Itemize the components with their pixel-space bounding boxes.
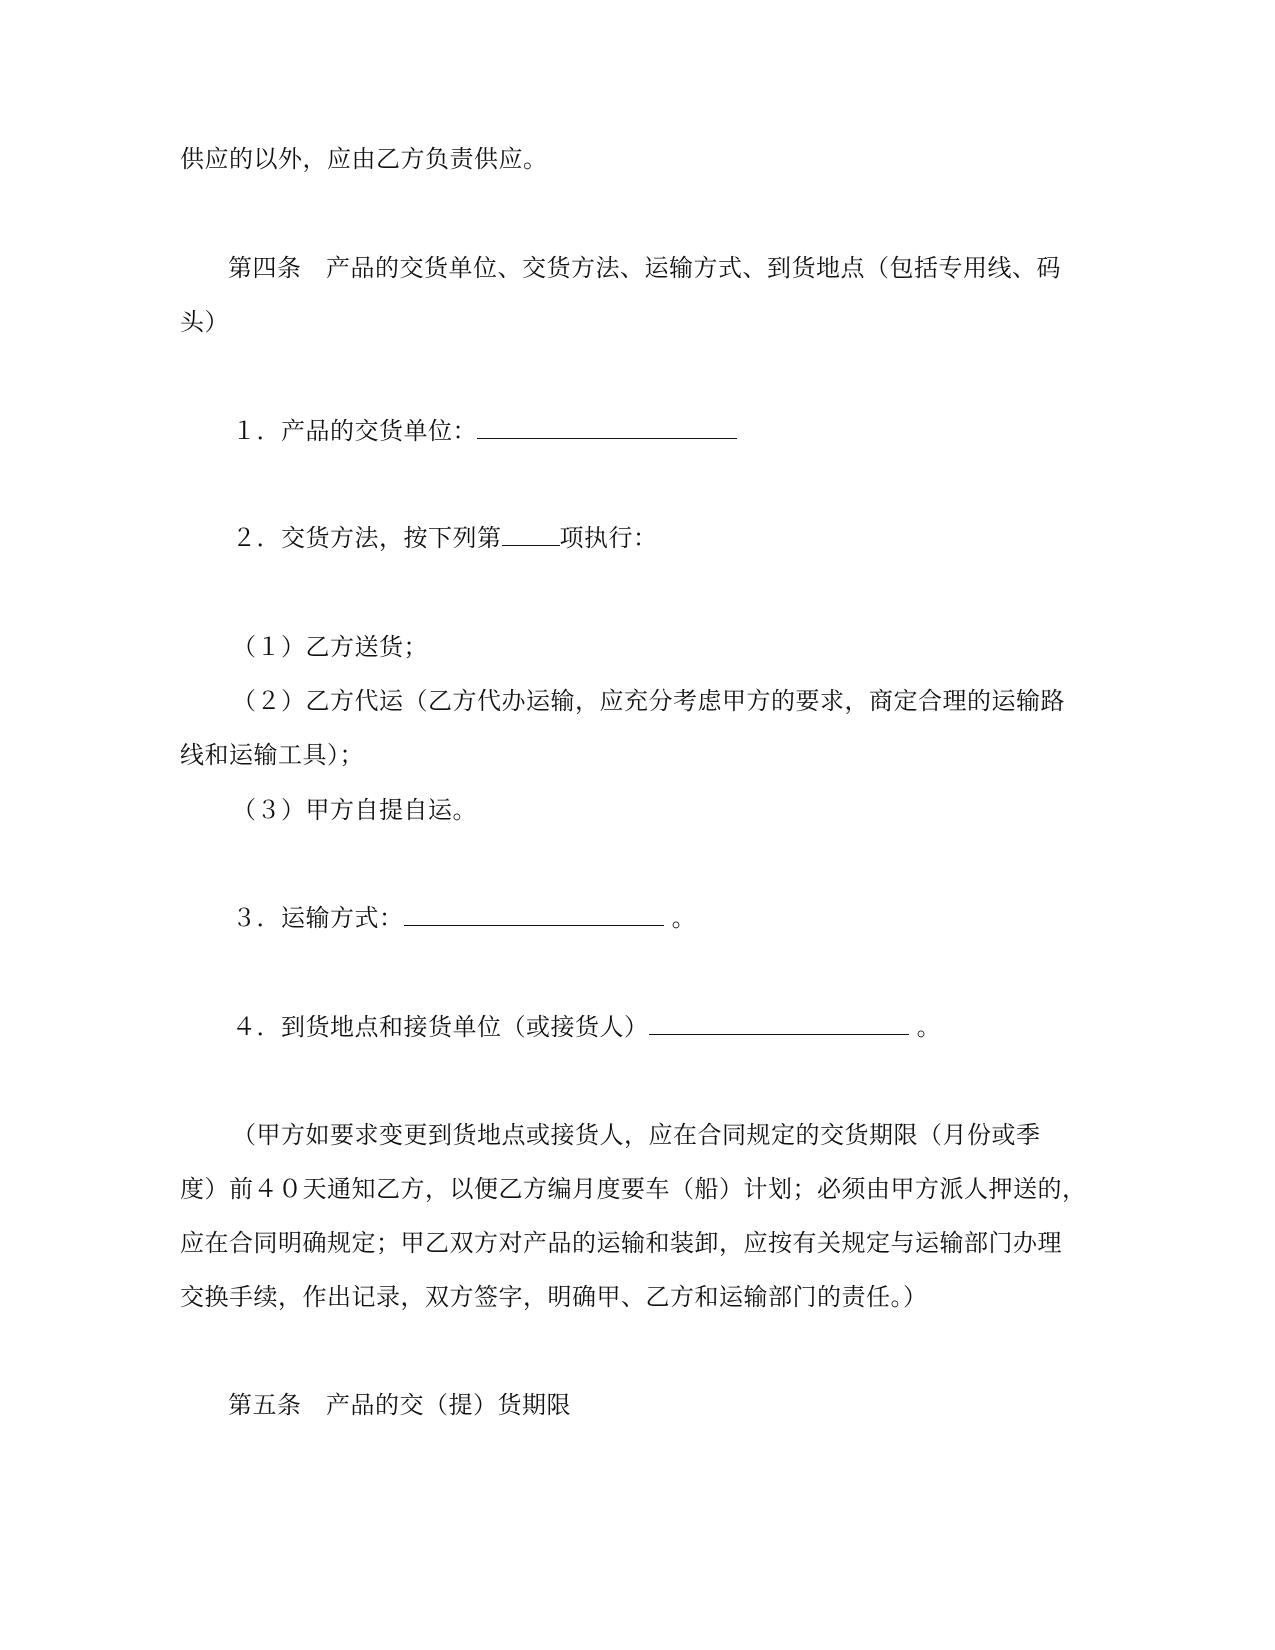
item1-delivery-unit: [232, 416, 737, 446]
item4-arrival-location: [232, 1012, 941, 1042]
item1-label: １．产品的交货单位：: [232, 417, 477, 445]
item3-transport-method: [232, 903, 696, 933]
option2-continued: 线和运输工具）；: [180, 741, 364, 769]
item3-blank-field: [404, 903, 664, 926]
item3-end-mark: 。: [671, 904, 697, 932]
item2-blank-field: [502, 523, 560, 546]
option3: （３）甲方自提自运。: [232, 796, 477, 824]
option2: （２）乙方代运（乙方代办运输，应充分考虑甲方的要求，商定合理的运输路: [232, 687, 1065, 715]
note-paragraph: （甲方如要求变更到货地点或接货人，应在合同规定的交货期限（月份或季: [232, 1121, 1041, 1149]
item4-end-mark: 。: [916, 1013, 942, 1041]
item3-label: ３．运输方式：: [232, 904, 404, 932]
continuation-text: 供应的以外，应由乙方负责供应。: [180, 145, 548, 173]
item1-blank-field: [477, 416, 737, 439]
item2-delivery-method: [232, 523, 658, 553]
article4-heading-continued: 头）: [180, 308, 229, 336]
note-paragraph-line4: 交换手续，作出记录，双方签字，明确甲、乙方和运输部门的责任。）: [180, 1283, 928, 1311]
note-paragraph-line3: 应在合同明确规定；甲乙双方对产品的运输和装卸，应按有关规定与运输部门办理: [180, 1229, 1062, 1257]
note-paragraph-line2: 度）前４０天通知乙方，以便乙方编月度要车（船）计划；必须由甲方派人押送的，: [180, 1175, 1087, 1203]
option1: （１）乙方送货；: [232, 633, 428, 661]
article5-heading: 第五条 产品的交（提）货期限: [228, 1391, 571, 1419]
item4-blank-field: [649, 1012, 909, 1035]
article4-heading: 第四条 产品的交货单位、交货方法、运输方式、到货地点（包括专用线、码: [228, 254, 1061, 282]
item2-label: ２．交货方法，按下列第: [232, 524, 502, 552]
item2-label-end: 项执行：: [559, 524, 658, 552]
item4-label: ４．到货地点和接货单位（或接货人）: [232, 1013, 649, 1041]
